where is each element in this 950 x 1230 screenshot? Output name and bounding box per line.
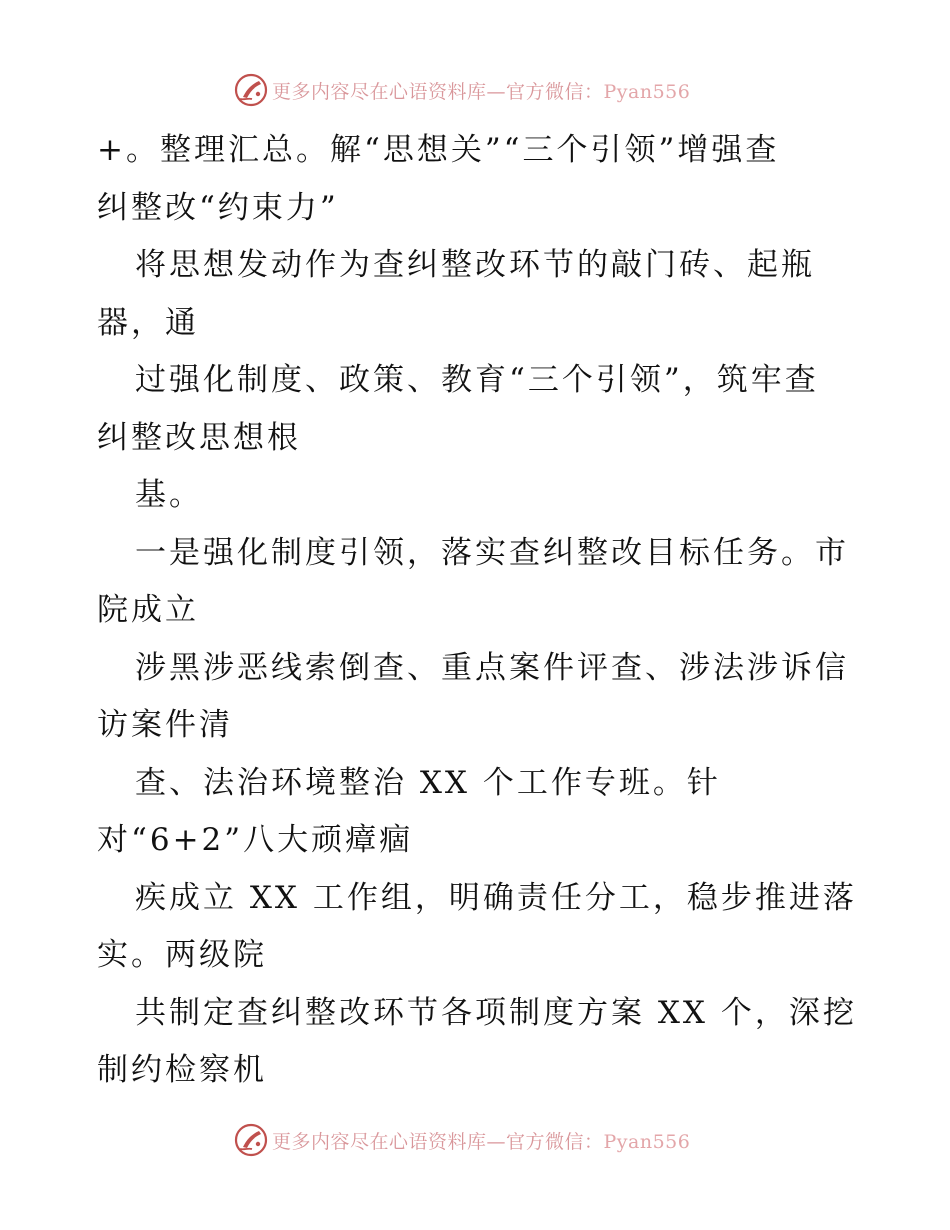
footer-banner-text: 更多内容尽在心语资料库—官方微信：Pyan556 — [272, 1130, 691, 1153]
text-line: 实。两级院 — [97, 937, 267, 973]
header-wechat-id: Pyan556 — [603, 80, 691, 103]
text-line: 器，通 — [97, 304, 199, 341]
text-line: 将思想发动作为查纠整改环节的敲门砖、起瓶 — [135, 247, 815, 283]
text-line: 共制定查纠整改环节各项制度方案 XX 个，深挖 — [135, 994, 857, 1031]
text-line: 对“6+2”八大顽瘴痼 — [97, 822, 414, 858]
header-banner-text: 更多内容尽在心语资料库—官方微信：Pyan556 — [272, 80, 691, 103]
body-text — [97, 122, 857, 1100]
text-line: 纠整改“约束力” — [97, 189, 339, 226]
footer-wechat-id: Pyan556 — [603, 1130, 691, 1153]
text-line: 基。 — [135, 477, 203, 513]
text-line: 涉黑涉恶线索倒查、重点案件评查、涉法涉诉信 — [135, 649, 849, 686]
red-hand-writing-icon — [234, 1123, 268, 1157]
red-hand-writing-icon — [234, 73, 268, 107]
text-line: 一是强化制度引领，落实查纠整改目标任务。市 — [135, 534, 849, 571]
text-line: 过强化制度、政策、教育“三个引领”，筑牢查 — [135, 362, 819, 398]
text-line: 查、法治环境整治 XX 个工作专班。针 — [135, 764, 721, 801]
text-line: 疾成立 XX 工作组，明确责任分工，稳步推进落 — [135, 879, 857, 916]
text-line: 纠整改思想根 — [97, 419, 301, 456]
header-banner — [234, 70, 714, 110]
footer-banner — [234, 1120, 714, 1160]
text-line: 制约检察机 — [97, 1052, 267, 1088]
text-line: 院成立 — [97, 592, 199, 628]
text-line: 访案件清 — [97, 707, 233, 743]
text-line: +。整理汇总。解“思想关”“三个引领”增强查 — [97, 132, 780, 168]
